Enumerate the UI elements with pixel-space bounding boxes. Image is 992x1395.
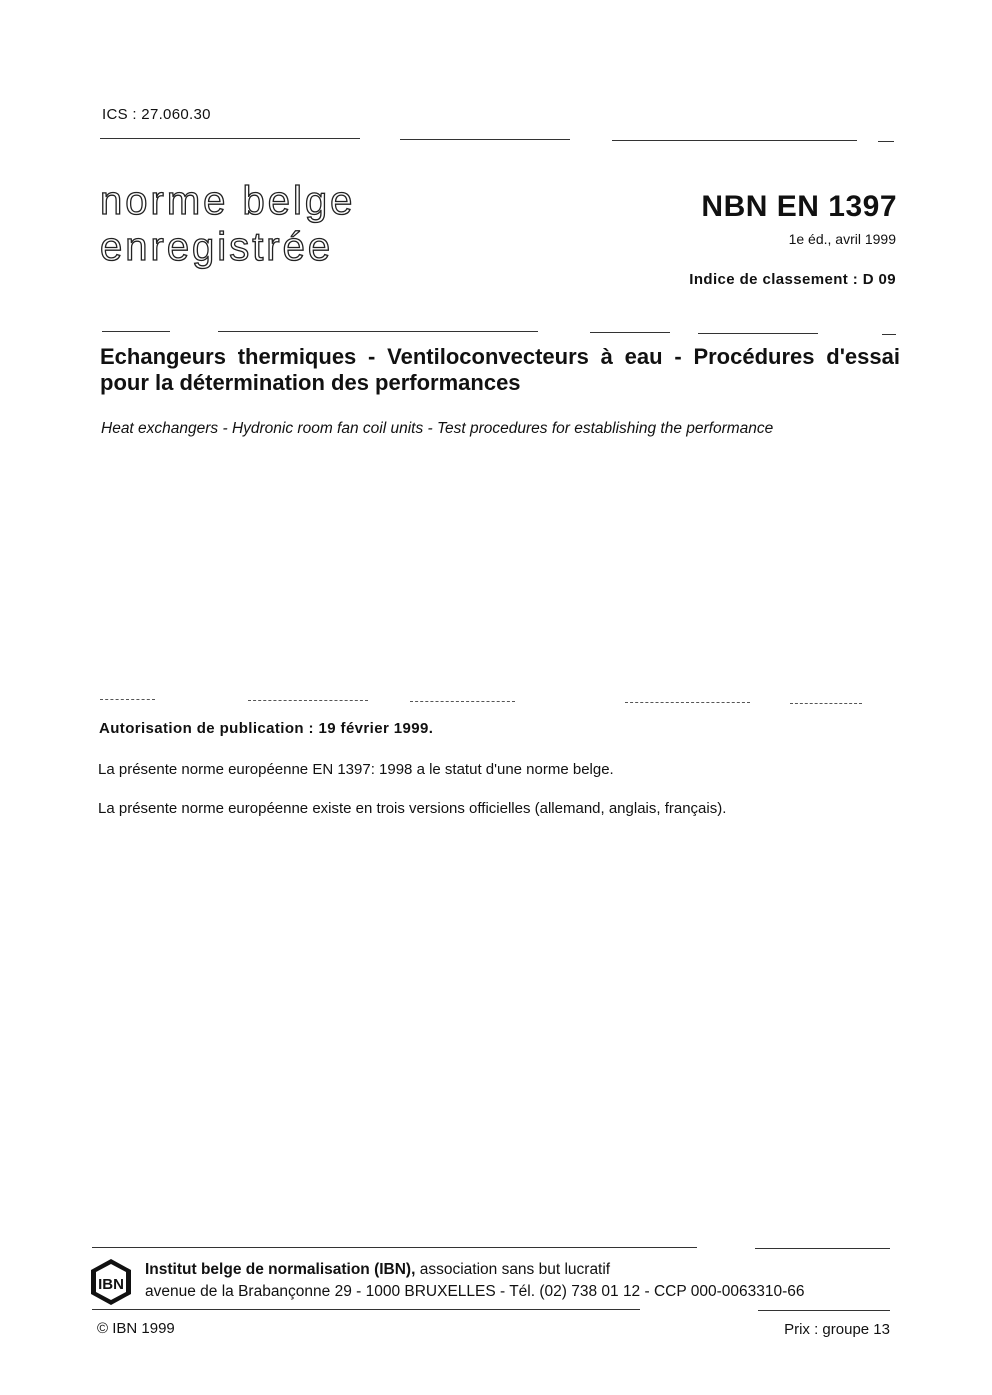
ics-code: ICS : 27.060.30 [102,106,211,123]
footer-rule-top-2 [755,1248,890,1249]
publication-authorization: Autorisation de publication : 19 février 1999. [99,720,434,737]
edition-date: 1e éd., avril 1999 [788,231,896,247]
mid-rule-5 [790,703,862,704]
status-paragraph: La présente norme européenne EN 1397: 1998 a le statut d'une norme belge. [98,761,614,778]
ibn-logo [90,1258,132,1306]
standard-number: NBN EN 1397 [701,190,897,223]
institute-description: association sans but lucratif [415,1261,611,1278]
institute-address: avenue de la Brabançonne 29 - 1000 BRUXELLES - Tél. (02) 738 01 12 - CCP 000-0063310-66 [145,1283,805,1300]
price-group: Prix : groupe 13 [784,1321,890,1338]
document-title-french: Echangeurs thermiques - Ventiloconvecteurs à eau - Procédures d'essai pour la détermination des performances [100,344,900,395]
header-rule-3 [612,140,857,141]
footer-rule-bottom-1 [92,1309,640,1310]
mid-rule-3 [410,701,515,702]
footer-rule-bottom-2 [758,1310,890,1311]
institute-line [145,1261,610,1279]
title-rule-2 [218,331,538,332]
brand-line-2: enregistrée [100,225,334,269]
title-rule-1 [102,331,170,332]
title-rule-4 [698,333,818,334]
header-rule-1 [100,138,360,139]
mid-rule-2 [248,700,368,701]
mid-rule-1 [100,699,155,700]
norme-belge-enregistree-logo [100,178,355,270]
footer-rule-top-1 [92,1247,697,1248]
ibn-logo-text: IBN [98,1276,124,1293]
mid-rule-4 [625,702,750,703]
header-rule-2 [400,139,570,140]
versions-paragraph: La présente norme européenne existe en trois versions officielles (allemand, anglais, français). [98,800,727,817]
document-title-english: Heat exchangers - Hydronic room fan coil units - Test procedures for establishing the performance [101,420,774,437]
copyright: © IBN 1999 [97,1320,175,1337]
classification-index: Indice de classement : D 09 [689,271,896,288]
header-rule-4 [878,141,894,142]
brand-line-1: norme belge [100,179,356,223]
title-rule-5 [882,334,896,335]
title-rule-3 [590,332,670,333]
institute-name: Institut belge de normalisation (IBN), [145,1261,416,1278]
